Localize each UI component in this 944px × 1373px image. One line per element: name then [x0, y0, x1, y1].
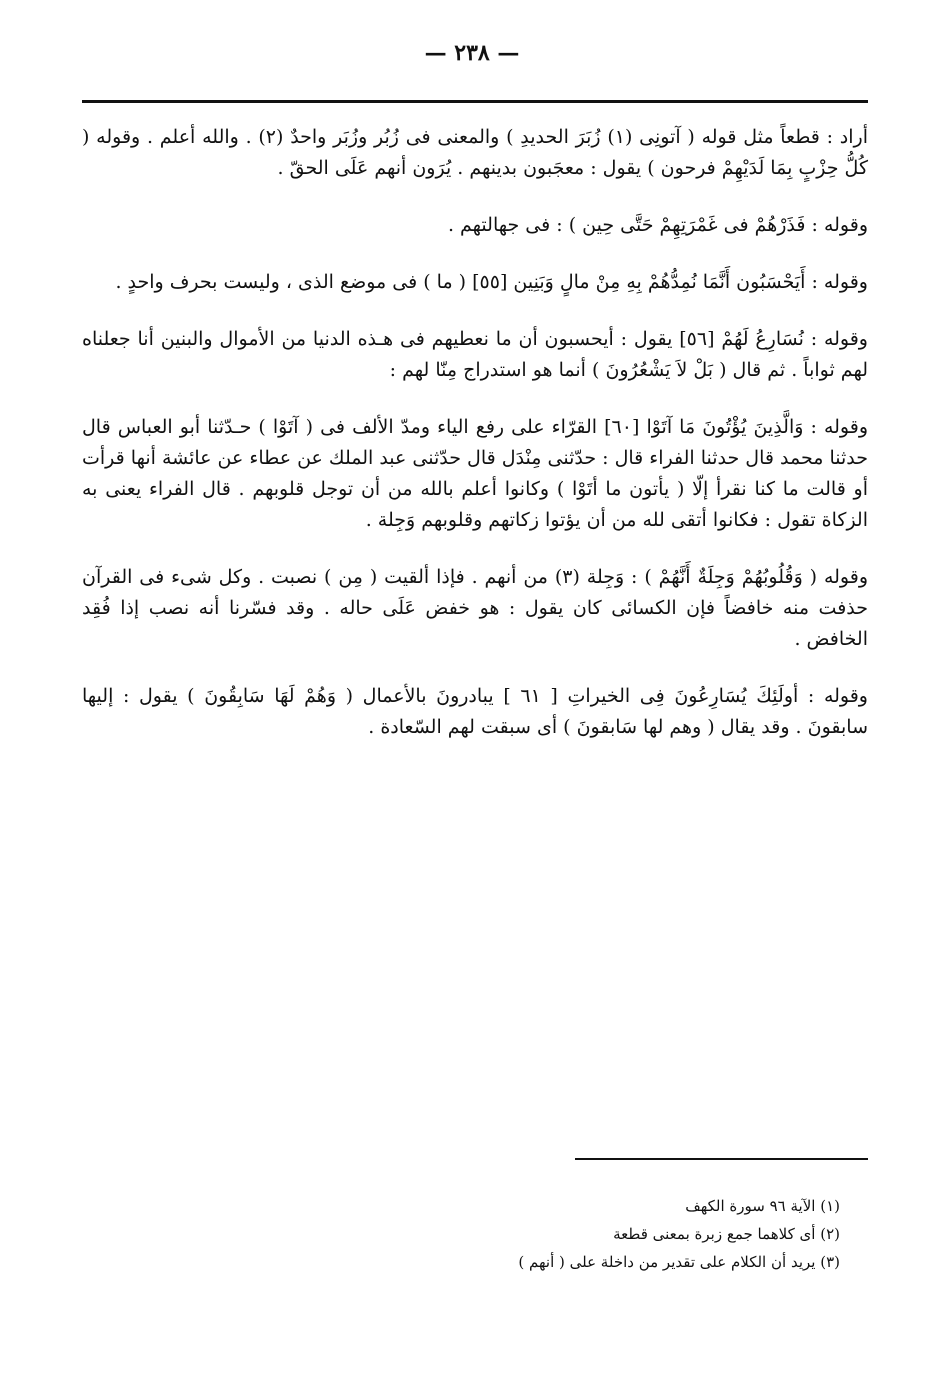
paragraph: وقوله : وَالَّذِينَ يُؤْتُونَ مَا آتَوْا [٦٠] القرّاء على رفع الياء ومدّ الألف فى ( آتَوْا ) حـدّثنا أبو العباس قال حدثنا محمد قال حدثنا الفراء قال : حدّثنى مِنْدَل قال حدّثنى عبد الملك عن عطاء عن عائشة أنها قرأت أو قالت ما كنا نقرأ إلّا ( يأتون ما أتَوْا ) وكانوا أعلم بالله من أن توجل قلوبهم . قال الفراء يعنى به الزكاة تقول : فكانوا أتقى لله من أن يؤتوا زكاتهم وقلوبهم وَجِلة . — [82, 416, 869, 531]
footnote: (٢) أى كلاهما جمع زبرة بمعنى قطعة — [613, 1225, 840, 1243]
paragraph: وقوله : أَيَحْسَبُون أَنَّمَا نُمِدُّهُمْ بِهِ مِنْ مالٍ وَبَنِين [٥٥] ( ما ) فى موضع الذى ، وليست بحرف واحدٍ . — [115, 271, 868, 293]
paragraph: وقوله : فَذَرْهُمْ فى غَمْرَتِهِمْ حَتَّى حِين ) : فى جهالتهم . — [447, 214, 868, 236]
footnote-rule — [575, 1158, 868, 1160]
footnote: (١) الآية ٩٦ سورة الكهف — [685, 1197, 840, 1215]
footnotes — [82, 1192, 840, 1276]
paragraph: وقوله : نُسَارِعُ لَهُمْ [٥٦] يقول : أيحسبون أن ما نعطيهم فى هـذه الدنيا من الأموال والبنين أنا جعلناه لهم ثواباً . ثم قال ( بَلْ لاَ يَشْعُرُونَ ) أنما هو استدراج مِنّا لهم : — [82, 328, 868, 381]
footnote: (٣) يريد أن الكلام على تقدير من داخلة على ( أنهم ) — [518, 1253, 840, 1271]
main-text — [82, 122, 868, 769]
page-number: — ٢٣٨ — — [424, 40, 520, 66]
paragraph: وقوله ( وَقُلُوبُهُمْ وَجِلَةٌ أَنَّهُمْ ) : وَجِلة (٣) من أنهم . فإذا ألقيت ( مِن ) نصبت . وكل شىء فى القرآن حذفت منه خافضاً فإن الكسائى كان يقول : هو خفض عَلَى حاله . وقد فسّرنا أنه نصب إذا فُقِد الخافض . — [82, 566, 868, 650]
paragraph: وقوله : أولَئِكَ يُسَارِعُونَ فِى الخيراتِ [ ٦١ ] يبادرونَ بالأعمال ( وَهُمْ لَهَا سَابِقُونَ ) يقول : إليها سابقونَ . وقد يقال ( وهم لها سَابقونَ ) أى سبقت لهم السّعادة . — [82, 685, 868, 738]
header-rule — [82, 100, 868, 103]
paragraph: أراد : قطعاً مثل قوله ( آتونِى (١) زُبَرَ الحديدِ ) والمعنى فى زُبُر وزُبَر واحدٌ (٢) . والله أعلم . وقوله ( كُلُّ حِزْبٍ بِمَا لَدَيْهِمْ فرحون ) يقول : معجَبون بدينهم . يُرَون أنهم عَلَى الحقّ . — [82, 126, 868, 179]
